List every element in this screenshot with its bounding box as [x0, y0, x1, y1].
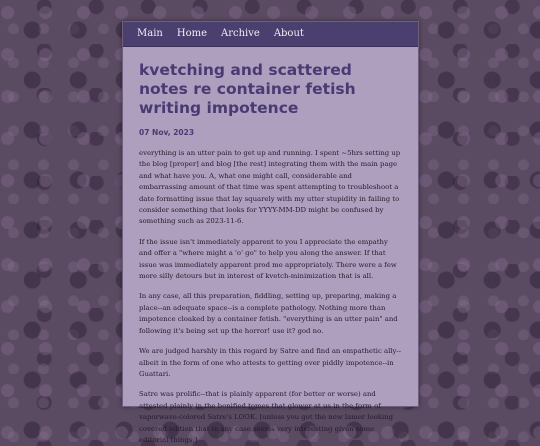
nav-link-archive[interactable]: Archive	[221, 28, 260, 39]
nav-link-home[interactable]: Home	[176, 28, 207, 39]
post-date: 07 Nov, 2023	[139, 128, 195, 137]
post-paragraph: everything is an utter pain to get up and running. I spent ~5hrs setting up the blog [proper] and blog [the rest] integrating them with the main page and what have you. A, what one might call, considerable and embarrassing amount of that time was spent attempting to troubleshoot a date formatting issue that lay squarely with my utter stupidity in failing to consider something that looks for YYYY-MM-DD might be confused by something such as 2023-11-6.	[139, 149, 401, 226]
post-paragraph: Satre was prolific--that is plainly apparent (for better or worse) and attested plainly in the bonified tomes that glower at us in the form of vaporwave-colored Satre's LOOK. [unless you got the new lamer looking covered edition that in any case seems very interesting given some editorial things.]	[139, 390, 393, 444]
post-paragraph: In any case, all this preparation, fiddling, setting up, preparing, making a place--an adequate space--is a complete pathology. Nothing more than impotence cloaked by a container fetish. "everything is an utter pain" and following it's being set up the horror! use it? god no.	[139, 292, 398, 335]
blog-page	[122, 21, 419, 444]
post-paragraph: If the issue isn't immediately apparent to you I appreciate the empathy and offer a "where might a 'o' go" to help you along the answer. If that issue was immediately apparent prod me appropriately. There were a few more silly detours but in interest of kvetch-minimization that is all.	[139, 237, 397, 281]
post-content	[123, 47, 418, 446]
top-nav	[123, 22, 418, 47]
nav-link-main[interactable]: Main	[137, 28, 163, 39]
post-title: kvetching and scattered notes re container fetish writing impotence	[139, 61, 356, 117]
nav-link-about[interactable]: About	[273, 28, 304, 39]
post-paragraph: We are judged harshly in this regard by Satre and find an empathetic ally--albeit in the form of one who attests to getting over piddly impotence--in Guattari.	[139, 347, 402, 378]
